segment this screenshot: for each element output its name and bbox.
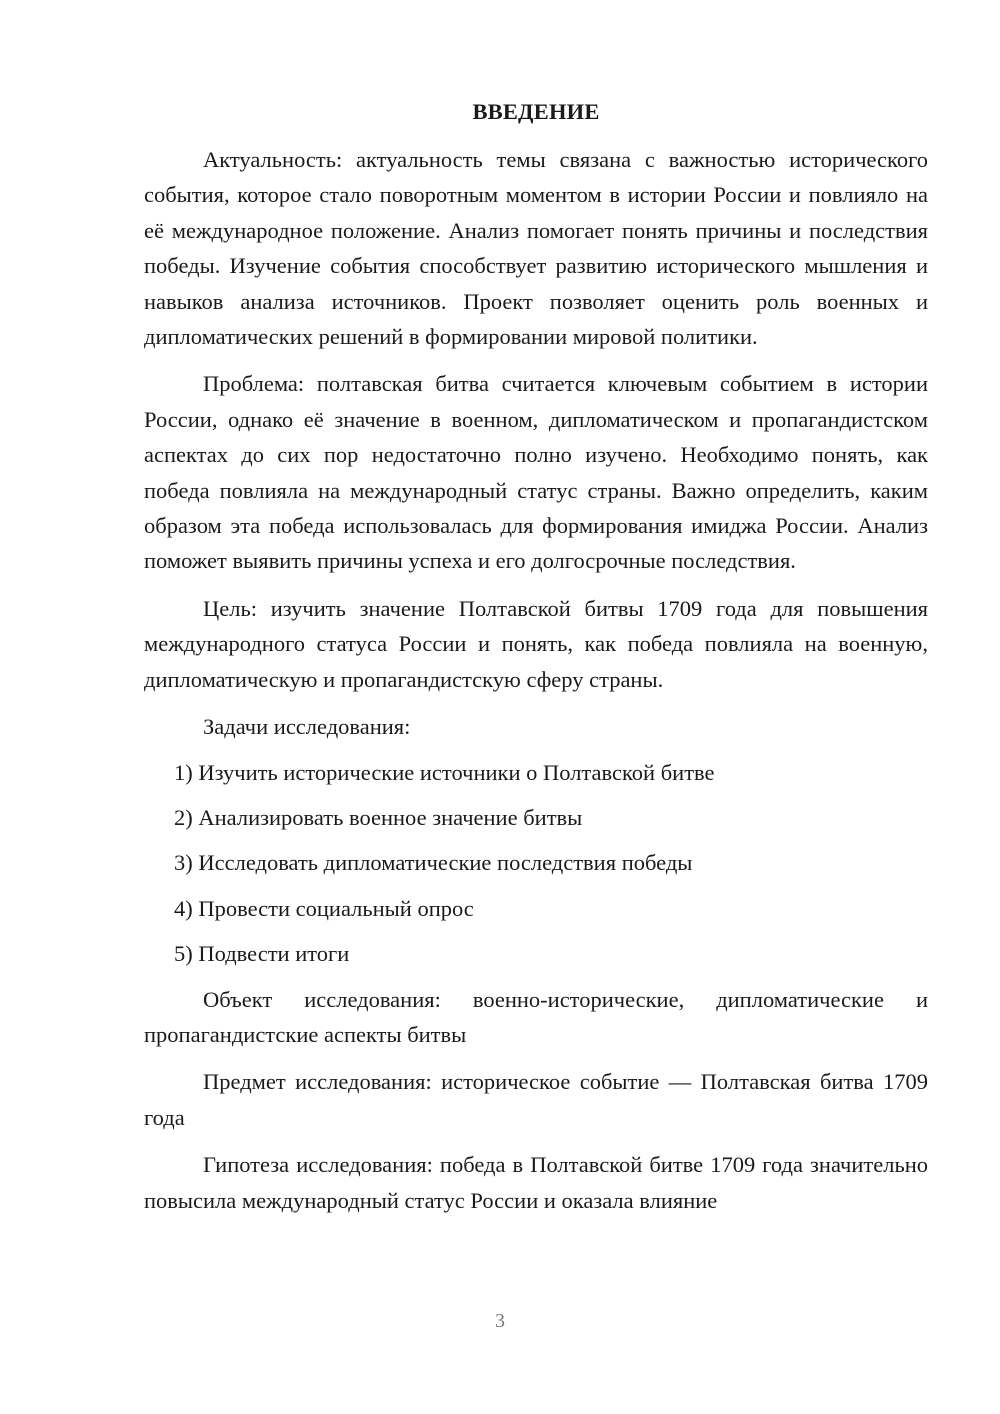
paragraph-hypothesis: Гипотеза исследования: победа в Полтавской битве 1709 года значительно повысила международный статус России и оказала влияние: [144, 1152, 928, 1213]
tasks-heading: Задачи исследования:: [203, 714, 411, 740]
paragraph-subject: Предмет исследования: историческое событие — Полтавская битва 1709 года: [144, 1069, 928, 1130]
list-item: 3) Исследовать дипломатические последствия победы: [174, 850, 693, 876]
list-item: 1) Изучить исторические источники о Полтавской битве: [174, 759, 715, 785]
page-content: [144, 94, 928, 1230]
list-item: 4) Провести социальный опрос: [174, 895, 474, 921]
paragraph-problem: Проблема: полтавская битва считается ключевым событием в истории России, однако её значение в военном, дипломатическом и пропагандистском аспектах до сих пор недостаточно полно изучено. Необходимо понять, как победа повлияла на международный статус страны. Важно определить, каким образом эта победа использовалась для формирования имиджа России. Анализ поможет выявить причины успеха и его долгосрочные последствия.: [144, 371, 928, 574]
paragraph-relevance: Актуальность: актуальность темы связана с важностью исторического события, которое стало поворотным моментом в истории России и повлияло на её международное положение. Анализ помогает понять причины и последствия победы. Изучение события способствует развитию исторического мышления и навыков анализа источников. Проект позволяет оценить роль военных и дипломатических решений в формировании мировой политики.: [144, 147, 928, 350]
list-item: 2) Анализировать военное значение битвы: [174, 804, 583, 830]
paragraph-object: Объект исследования: военно-исторические, дипломатические и пропагандистские аспекты битвы: [144, 986, 928, 1047]
page-title: ВВЕДЕНИЕ: [472, 99, 600, 124]
tasks-list: [144, 755, 928, 972]
list-item: 5) Подвести итоги: [174, 941, 350, 967]
paragraph-goal: Цель: изучить значение Полтавской битвы 1709 года для повышения международного статуса России и понять, как победа повлияла на военную, дипломатическую и пропагандистскую сферу страны.: [144, 595, 928, 692]
page-number: 3: [495, 1310, 505, 1332]
